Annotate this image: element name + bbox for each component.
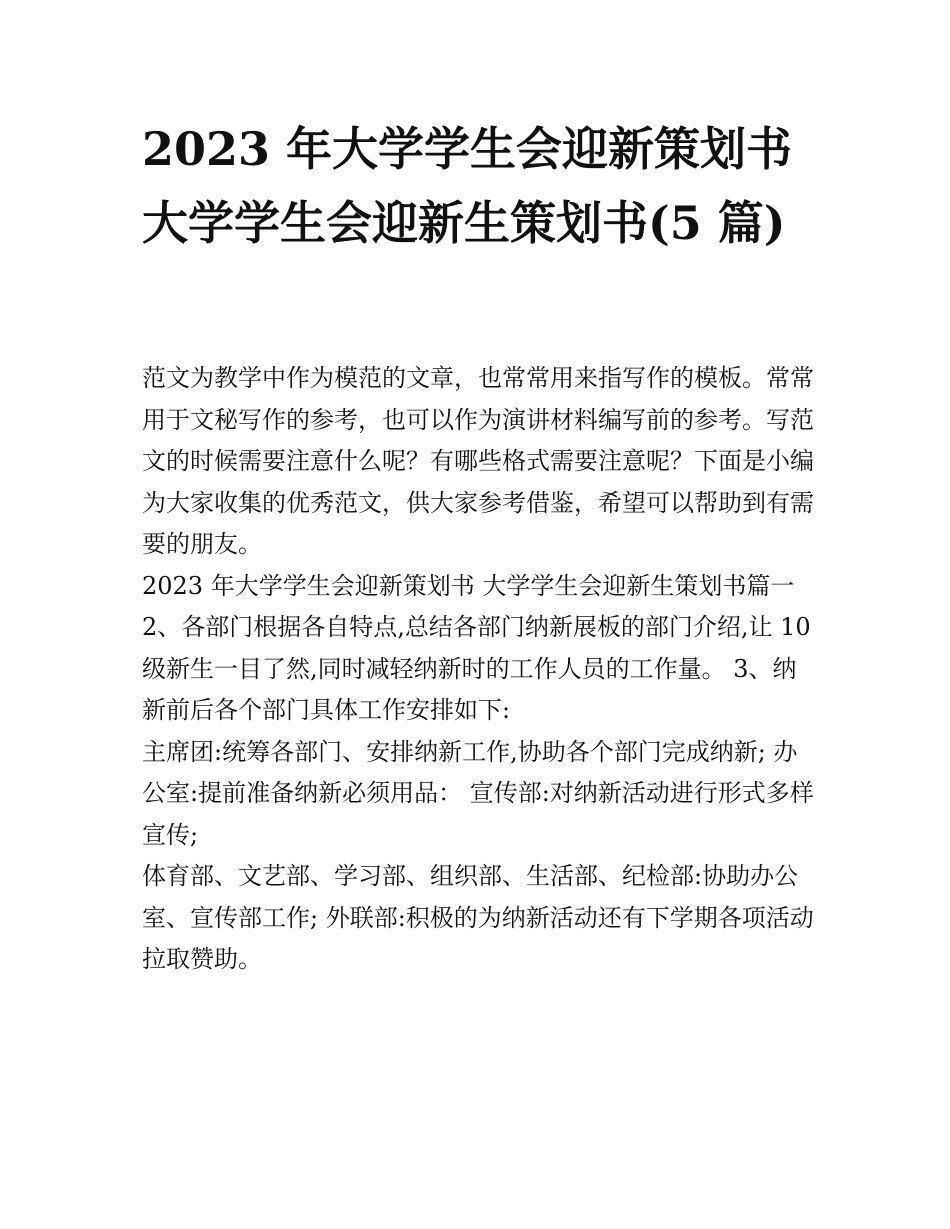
departments-paragraph: 体育部、文艺部、学习部、组织部、生活部、纪检部:协助办公室、宣传部工作; 外联部:积极的为纳新活动还有下学期各项活动拉取赞助。 xyxy=(142,862,814,973)
intro-paragraph: 范文为教学中作为模范的文章，也常常用来指写作的模板。常常用于文秘写作的参考，也可以作为演讲材料编写前的参考。写范文的时候需要注意什么呢？有哪些格式需要注意呢？下面是小编为大家收集的优秀范文，供大家参考借鉴，希望可以帮助到有需要的朋友。 xyxy=(142,364,814,558)
section-heading-paragraph: 2023 年大学学生会迎新策划书 大学学生会迎新生策划书篇一 xyxy=(142,571,795,600)
document-body xyxy=(142,358,814,981)
work-arrangement-paragraph: 2、各部门根据各自特点,总结各部门纳新展板的部门介绍,让 10 级新生一目了然,同时减轻纳新时的工作人员的工作量。 3、纳新前后各个部门具体工作安排如下: xyxy=(142,613,811,724)
document-title: 2023 年大学学生会迎新策划书 大学学生会迎新生策划书(5 篇) xyxy=(142,122,793,250)
presidium-office-paragraph: 主席团:统筹各部门、安排纳新工作,协助各个部门完成纳新; 办公室:提前准备纳新必须用品： 宣传部:对纳新活动进行形式多样宣传; xyxy=(142,737,814,849)
